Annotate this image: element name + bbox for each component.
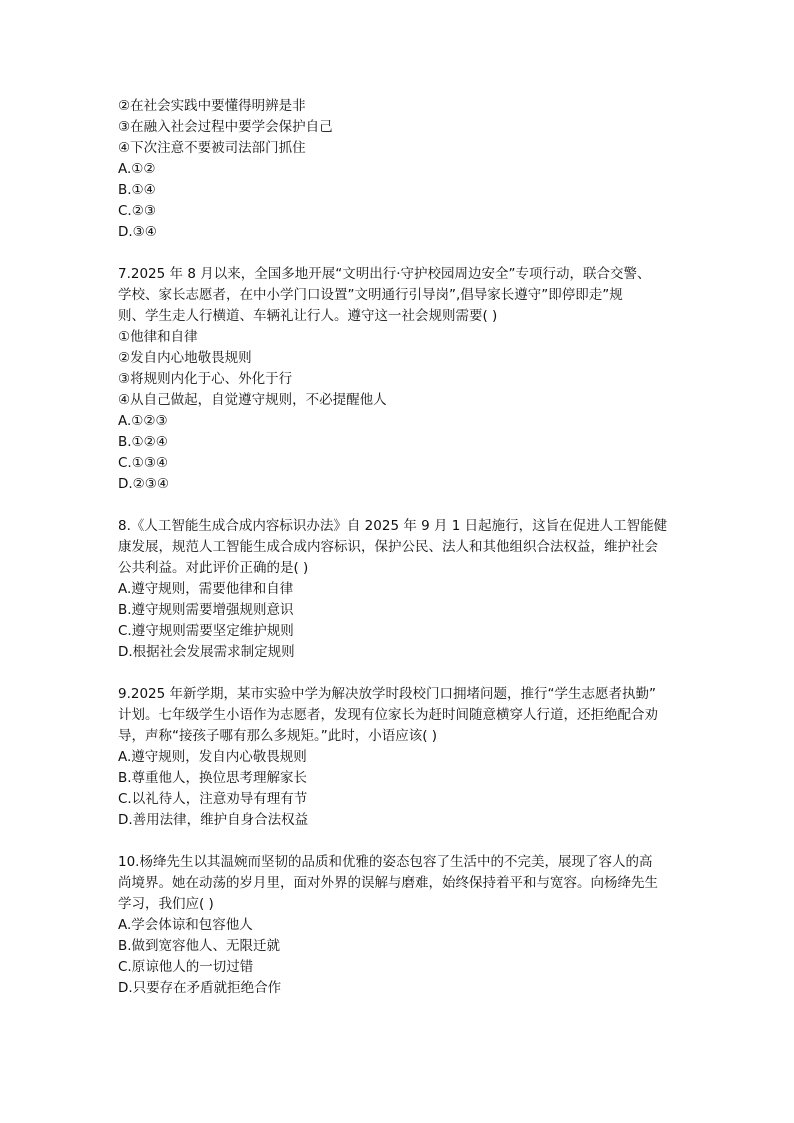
option-d: D.③④ [118,224,157,240]
option-d: D.只要存在矛盾就拒绝合作 [118,980,282,996]
statement: ④下次注意不要被司法部门抓住 [118,140,306,156]
question-10 [118,852,688,999]
statement: ③将规则内化于心、外化于行 [118,371,293,387]
spacer [118,243,688,264]
option-b: B.做到宽容他人、无限迁就 [118,938,281,954]
stem-line: 7.2025 年 8 月以来，全国多地开展“文明出行·守护校园周边安全”专项行动，联合交警、 [118,266,651,282]
stem-line: 8.《人工智能生成合成内容标识办法》自 2025 年 9 月 1 日起施行，这旨在促进人工智能健 [118,518,668,534]
option-b: B.尊重他人，换位思考理解家长 [118,770,308,786]
question-9 [118,684,688,831]
option-a: A.①② [118,161,156,177]
question-stem [118,684,688,747]
option-c: C.遵守规则需要坚定维护规则 [118,623,294,639]
option-a: A.遵守规则，发自内心敬畏规则 [118,749,307,765]
stem-line: 则、学生走人行横道、车辆礼让行人。遵守这一社会规则需要( ) [118,308,498,324]
statement: ②在社会实践中要懂得明辨是非 [118,98,306,114]
stem-line: 计划。七年级学生小语作为志愿者，发现有位家长为赶时间随意横穿人行道，还拒绝配合劝 [118,707,658,723]
question-6-tail [118,96,688,243]
option-c: C.以礼待人，注意劝导有理有节 [118,791,308,807]
question-7 [118,264,688,495]
statement: ②发自内心地敬畏规则 [118,350,252,366]
question-stem [118,516,688,579]
option-a: A.①②③ [118,413,168,429]
option-a: A.学会体谅和包容他人 [118,917,253,933]
stem-line: 9.2025 年新学期，某市实验中学为解决放学时段校门口拥堵问题，推行“学生志愿者执勤” [118,686,657,702]
option-d: D.善用法律，维护自身合法权益 [118,812,309,828]
question-stem [118,852,688,915]
statement: ④从自己做起，自觉遵守规则，不必提醒他人 [118,392,387,408]
stem-line: 导，声称“接孩子哪有那么多规矩。”此时，小语应该( ) [118,728,438,744]
option-d: D.根据社会发展需求制定规则 [118,644,295,660]
stem-line: 康发展，规范人工智能生成合成内容标识，保护公民、法人和其他组织合法权益，维护社会 [118,539,658,555]
spacer [118,663,688,684]
question-stem [118,264,688,327]
option-b: B.遵守规则需要增强规则意识 [118,602,294,618]
spacer [118,495,688,516]
stem-line: 尚境界。她在动荡的岁月里，面对外界的误解与磨难，始终保持着平和与宽容。向杨绛先生 [118,875,658,891]
option-d: D.②③④ [118,476,169,492]
option-b: B.①④ [118,182,156,198]
document-page [118,96,688,999]
stem-line: 10.杨绛先生以其温婉而坚韧的品质和优雅的姿态包容了生活中的不完美，展现了容人的高 [118,854,653,870]
option-c: C.原谅他人的一切过错 [118,959,254,975]
stem-line: 学习，我们应( ) [118,896,214,912]
option-a: A.遵守规则，需要他律和自律 [118,581,294,597]
stem-line: 公共利益。对此评价正确的是( ) [118,560,309,576]
statement: ①他律和自律 [118,329,198,345]
question-8 [118,516,688,663]
option-b: B.①②④ [118,434,168,450]
statement: ③在融入社会过程中要学会保护自己 [118,119,333,135]
stem-line: 学校、家长志愿者，在中小学门口设置”文明通行引导岗”,倡导家长遵守”即停即走”规 [118,287,623,303]
option-c: C.②③ [118,203,156,219]
option-c: C.①③④ [118,455,169,471]
spacer [118,831,688,852]
